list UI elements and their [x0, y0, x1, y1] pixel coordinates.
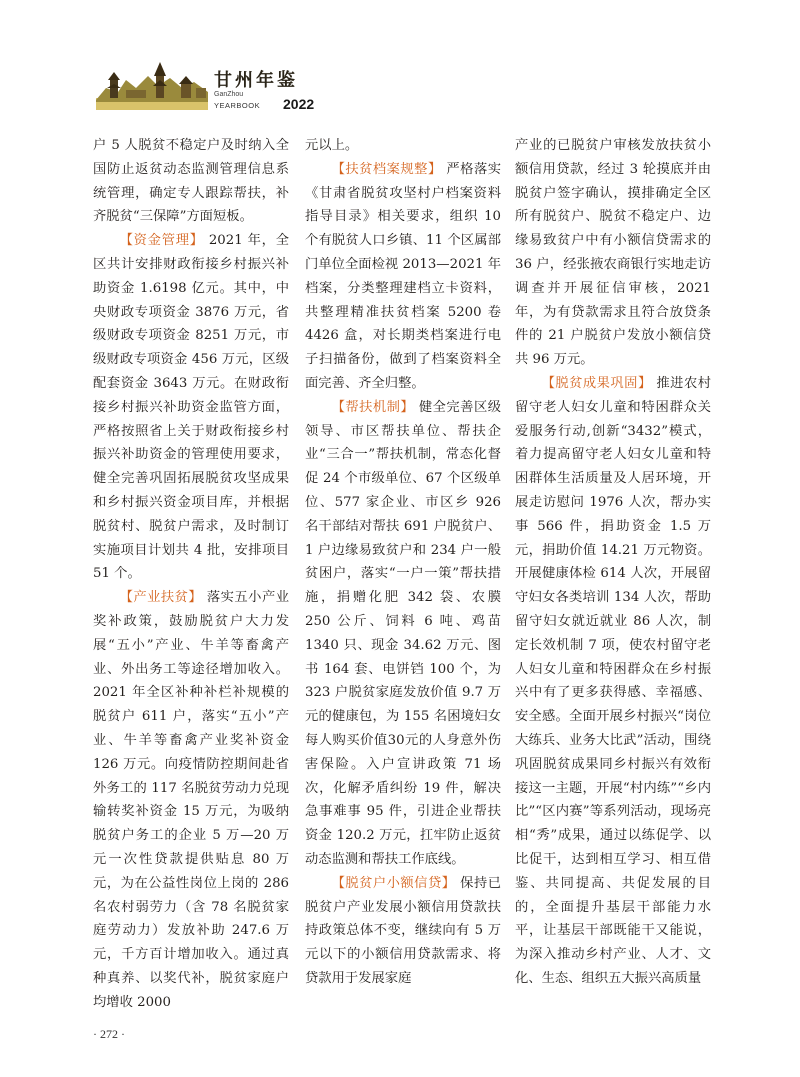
- section-paragraph: [515, 372, 711, 991]
- yearbook-year: 2022: [283, 96, 315, 112]
- section-paragraph: [305, 158, 501, 396]
- page-header: [0, 0, 800, 120]
- section-text: 2021 年，全区共计安排财政衔接乡村振兴补助资金 1.6198 亿元。其中，中央财政专项资金 3876 万元，省级财政专项资金 8251 万元，市级财政专项资金 456 万元，区级配套资金 3643 万元。在财政衔接乡村振兴补助资金监管方面，严格按照省上关于财政衔接乡村振兴补助资金的管理使用要求，健全完善巩固拓展脱贫攻坚成果和乡村振兴资金项目库，并根据脱贫村、脱贫户需求，及时制订实施项目计划共 4 批，安排项目 51 个。: [93, 233, 290, 582]
- paragraph: 元以上。: [305, 138, 359, 153]
- text-column-3: [515, 134, 711, 991]
- section-heading: 【脱贫户小额信贷】: [331, 875, 456, 891]
- yearbook-en-label: YEARBOOK: [214, 101, 261, 110]
- section-paragraph: [93, 586, 289, 1014]
- section-paragraph: [305, 872, 501, 991]
- text-column-1: [93, 134, 289, 1014]
- yearbook-title: 甘州年鉴: [214, 70, 298, 91]
- section-heading: 【脱贫成果巩固】: [541, 375, 652, 391]
- section-text: 保持已脱贫户产业发展小额信用贷款扶持政策总体不变，继续向有 5 万元以下的小额信用贷款需求、将贷款用于发展家庭: [305, 875, 502, 986]
- text-column-2: [305, 134, 501, 991]
- paragraph: 户 5 人脱贫不稳定户及时纳入全国防止返贫动态监测管理信息系统管理，确定专人跟踪帮扶，补齐脱贫“三保障”方面短板。: [93, 138, 289, 225]
- section-text: 严格落实《甘肃省脱贫攻坚村户档案资料指导目录》相关要求，组织 10 个有脱贫人口乡镇、11 个区属部门单位全面检视 2013—2021 年档案，分类整理建档立卡资料，共整理精准扶贫档案 5200 卷 4426 盒，对长期类档案进行电子扫描备份，做到了档案资料全面完善、齐全归整。: [305, 161, 502, 391]
- section-heading: 【扶贫档案规整】: [331, 161, 442, 177]
- section-text: 落实五小产业奖补政策，鼓励脱贫户大力发展“五小”产业、牛羊等畜禽产业、外出务工等途径增加收入。2021 年全区补种补栏补规模的脱贫户 611 户，落实“五小”产业、牛羊等畜禽产业奖补资金 126 万元。向疫情防控期间赴省外务工的 117 名脱贫劳动力兑现输转奖补资金 15 万元，为吸纳脱贫户务工的企业 5 万—20 万元一次性贷款提供贴息 80 万元，为在公益性岗位上岗的 286 名农村弱劳力（含 78 名脱贫家庭劳动力）发放补助 247.6 万元，千方百计增加收入。通过真种真养、以奖代补，脱贫家庭户均增收 2000: [93, 590, 290, 1010]
- section-heading: 【帮扶机制】: [331, 399, 415, 415]
- section-text: 健全完善区级领导、市区帮扶单位、帮扶企业“三合一”帮扶机制，常态化督促 24 个市级单位、67 个区级单位、577 家企业、市区乡 926 名干部结对帮扶 691 户脱贫户、1 户边缘易致贫户和 234 户一般贫困户，落实“一户一策”帮扶措施，捐赠化肥 342 袋、农膜 250 公斤、饲料 6 吨、鸡苗 1340 只、现金 34.62 万元、图书 164 套、电饼铛 100 个，为 323 户脱贫家庭发放价值 9.7 万元的健康包，为 155 名困境妇女每人购买价值30元的人身意外伤害保险。入户宣讲政策 71 场次，化解矛盾纠纷 19 件，解决急事难事 95 件，引进企业帮扶资金 120.2 万元，扛牢防止返贫动态监测和帮扶工作底线。: [305, 399, 502, 867]
- page-number: · 272 ·: [93, 1027, 125, 1041]
- section-heading: 【产业扶贫】: [119, 590, 203, 606]
- section-paragraph: [93, 229, 289, 586]
- section-text: 推进农村留守老人妇女儿童和特困群众关爱服务行动,创新“3432”模式，着力提高留守老人妇女儿童和特困群体生活质量及人居环境，开展走访慰问 1976 人次，帮办实事 566 件，捐助资金 1.5 万元，捐助价值 14.21 万元物资。开展健康体检 614 人次，开展留守妇女各类培训 134 人次，帮助留守妇女就近就业 86 人次，制定长效机制 7 项，使农村留守老人妇女儿童和特困群众在乡村振兴中有了更多获得感、幸福感、安全感。全面开展乡村振兴“岗位大练兵、业务大比武”活动，围绕巩固脱贫成果同乡村振兴有效衔接这一主题，开展“村内练”“乡内比”“区内赛”等系列活动，现场亮相“秀”成果，通过以练促学、以比促干，达到相互学习、相互借鉴、共同提高、共促发展的目的，全面提升基层干部能力水平，让基层干部既能干又能说，为深入推动乡村产业、人才、文化、生态、组织五大振兴高质量: [515, 375, 712, 986]
- section-heading: 【资金管理】: [119, 233, 204, 249]
- yearbook-logo-icon: [96, 58, 208, 110]
- yearbook-en-name: GanZhou: [214, 91, 244, 98]
- section-paragraph: [305, 396, 501, 872]
- paragraph: 产业的已脱贫户审核发放扶贫小额信用贷款，经过 3 轮摸底并由脱贫户签字确认，摸排确定全区所有脱贫户、脱贫不稳定户、边缘易致贫户中有小额信贷需求的 36 户，经张掖农商银行实地走访调查并开展征信审核，2021 年，为有贷款需求且符合放贷条件的 21 户脱贫户发放小额信贷共 96 万元。: [515, 138, 711, 368]
